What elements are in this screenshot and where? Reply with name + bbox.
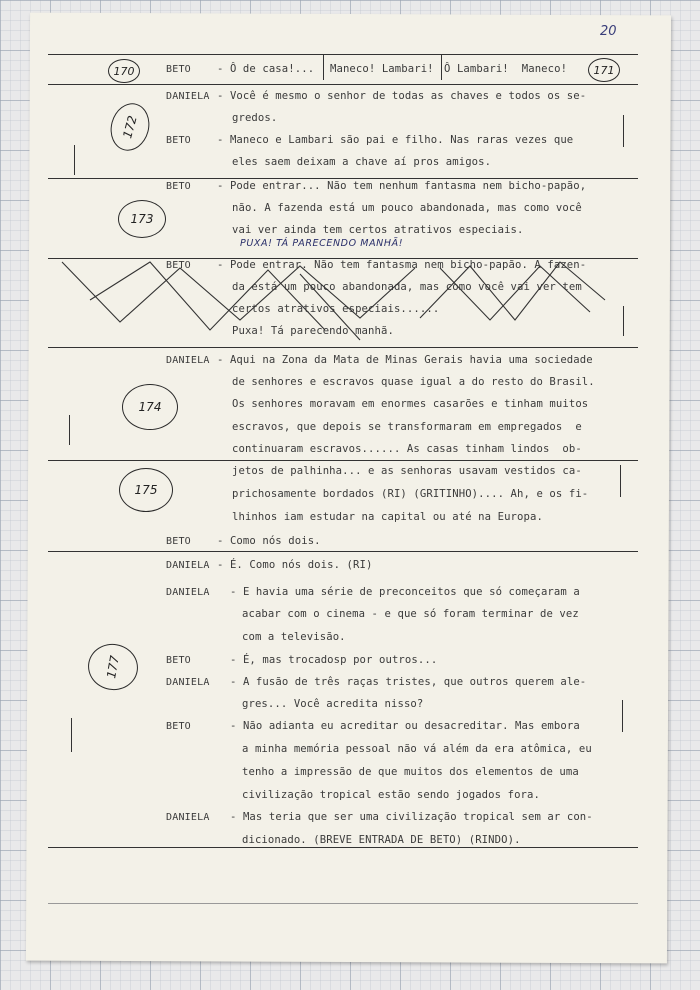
dialogue-line: dicionado. (BREVE ENTRADA DE BETO) (RINDO). [242,834,521,846]
speaker-name: BETO [166,721,191,732]
page-number: 20 [600,24,617,39]
dialogue-line: gres... Você acredita nisso? [242,698,424,710]
scene-number-circle: 173 [118,200,166,238]
dialogue-line: acabar com o cinema - e que só foram terminar de vez [242,608,579,620]
crossed-out-line: certos atrativos especiais...... [232,303,440,315]
dialogue-line: jetos de palhinha... e as senhoras usavam vestidos ca- [232,465,582,477]
dialogue-line: escravos, que depois se transformaram em empregados e [232,421,582,433]
scene-number-circle: 172 [105,99,154,155]
speaker-name: BETO [166,655,191,666]
dialogue-line: - É, mas trocadosp por outros... [230,654,438,666]
dialogue-line: - Aqui na Zona da Mata de Minas Gerais havia uma sociedade [217,354,593,366]
dialogue-line: continuaram escravos...... As casas tinham lindos ob- [232,443,582,455]
crossed-out-line: - Pode entrar. Não tem fantasma nem bicho-papão. A fazen- [217,259,587,271]
dialogue-line: vai ver ainda tem certos atrativos especiais. [232,224,524,236]
dialogue-line: não. A fazenda está um pouco abandonada, mas como você [232,202,582,214]
dialogue-line: Os senhores moravam em enormes casarões e tinham muitos [232,398,589,410]
dialogue-line: eles saem deixam a chave aí pros amigos. [232,156,492,168]
speaker-name: BETO [166,64,191,75]
dialogue-line: - E havia uma série de preconceitos que só começaram a [230,586,580,598]
speaker-name: DANIELA [166,587,210,598]
dialogue-line: - Ô de casa!... [217,63,315,75]
dialogue-line: lhinhos iam estudar na capital ou até na Europa. [232,511,543,523]
dialogue-line: - Você é mesmo o senhor de todas as chaves e todos os se- [217,90,587,102]
scene-number-circle: 171 [588,58,620,82]
scene-number-circle: 175 [119,468,173,512]
dialogue-line: tenho a impressão de que muitos dos elementos de uma [242,766,579,778]
speaker-name: DANIELA [166,355,210,366]
crossed-out-line: Puxa! Tá parecendo manhã. [232,325,394,337]
speaker-name: DANIELA [166,677,210,688]
speaker-name: DANIELA [166,560,210,571]
dialogue-line: - Como nós dois. [217,535,321,547]
speaker-name: BETO [166,260,191,271]
dialogue-line: Maneco! Lambari! [330,63,434,75]
dialogue-line: - A fusão de três raças tristes, que outros querem ale- [230,676,587,688]
dialogue-line: - Maneco e Lambari são pai e filho. Nas raras vezes que [217,134,574,146]
dialogue-line: a minha memória pessoal não vá além da era atômica, eu [242,743,592,755]
dialogue-line: gredos. [232,112,278,124]
dialogue-line: prichosamente bordados (RI) (GRITINHO).... Ah, e os fi- [232,488,589,500]
speaker-name: BETO [166,181,191,192]
speaker-name: BETO [166,135,191,146]
dialogue-line: - Pode entrar... Não tem nenhum fantasma nem bicho-papão, [217,180,587,192]
handwritten-note: PUXA! TÁ PARECENDO MANHÃ! [240,238,404,249]
speaker-name: DANIELA [166,91,210,102]
scene-number-circle: 177 [84,640,141,694]
dialogue-line: - É. Como nós dois. (RI) [217,559,373,571]
dialogue-line: - Mas teria que ser uma civilização tropical sem ar con- [230,811,593,823]
dialogue-line: Ô Lambari! Maneco! [444,63,568,75]
speaker-name: DANIELA [166,812,210,823]
speaker-name: BETO [166,536,191,547]
dialogue-line: de senhores e escravos quase igual a do resto do Brasil. [232,376,595,388]
crossed-out-line: da está um pouco abandonada, mas como você vai ver tem [232,281,582,293]
scene-number-circle: 170 [108,59,140,83]
dialogue-line: com a televisão. [242,631,346,643]
scene-number-circle: 174 [122,384,178,430]
dialogue-line: civilização tropical estão sendo jogados fora. [242,789,540,801]
dialogue-line: - Não adianta eu acreditar ou desacreditar. Mas embora [230,720,580,732]
